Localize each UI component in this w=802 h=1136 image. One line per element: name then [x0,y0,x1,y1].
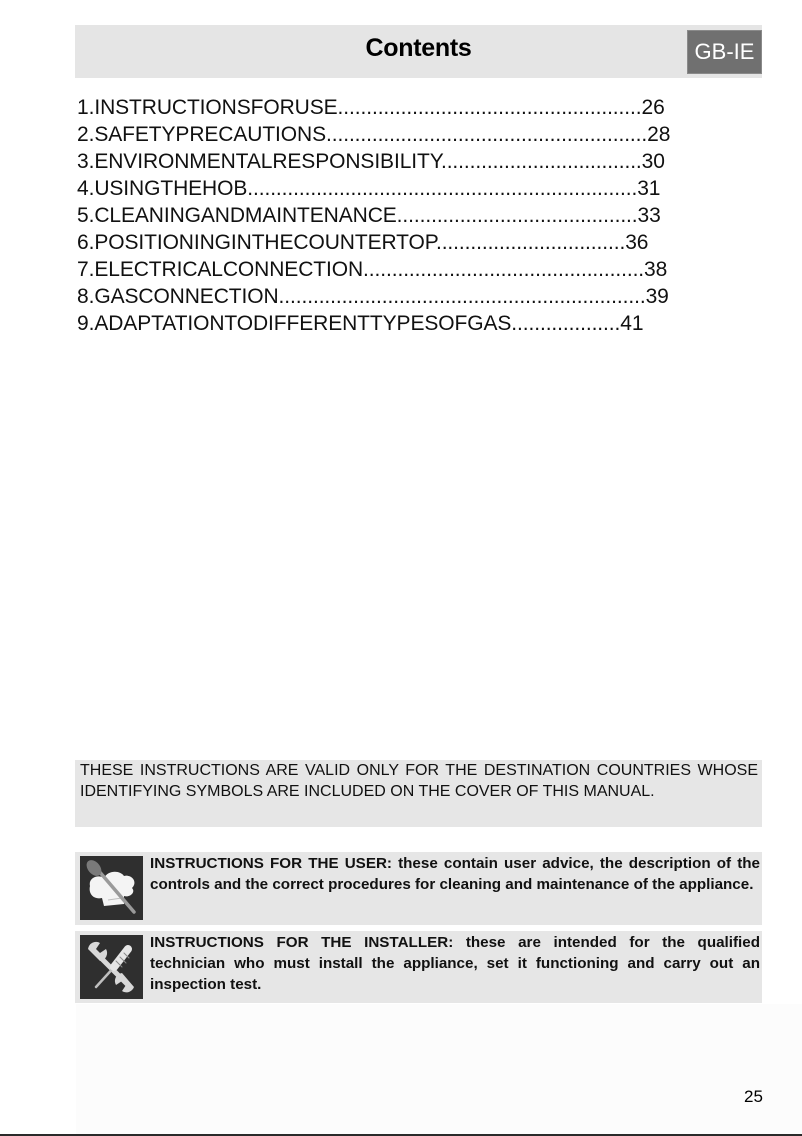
toc-leader: ................................... [440,150,642,173]
toc-title: ADAPTATIONTODIFFERENTTYPESOFGAS [94,312,512,335]
toc-leader: .................................................................... [247,177,638,200]
page-number: 25 [744,1087,763,1106]
toc-title: POSITIONINGINTHECOUNTERTOP [94,231,436,254]
toc-page: 30 [641,150,665,173]
table-of-contents [77,94,767,337]
language-badge: GB-IE [687,30,762,74]
toc-page: 36 [625,231,649,254]
wrench-screwdriver-icon [80,935,143,999]
toc-leader: ........................................................ [326,123,648,146]
toc-number: 9. [77,312,95,335]
toc-title: INSTRUCTIONSFORUSE [94,96,338,119]
notice-text: THESE INSTRUCTIONS ARE VALID ONLY FOR THE DESTINATION COUNTRIES WHOSE IDENTIFYING SYMBOLS ARE INCLUDED ON THE COVER OF THIS MANUAL. [80,762,758,800]
toc-item-instructions-for-use[interactable] [77,94,767,121]
toc-item-cleaning-and-maintenance[interactable] [77,202,767,229]
toc-number: 8. [77,285,95,308]
destination-countries-notice [75,760,762,827]
toc-number: 6. [77,231,95,254]
contents-header [75,25,762,78]
user-instructions-box [75,852,762,925]
toc-item-environmental-responsibility[interactable] [77,148,767,175]
toc-page: 26 [641,96,665,119]
toc-page: 33 [637,204,661,227]
page-title: Contents [365,34,472,62]
toc-title: ELECTRICALCONNECTION [94,258,364,281]
toc-page: 31 [637,177,661,200]
toc-page: 38 [644,258,668,281]
chef-hat-spoon-icon [80,856,143,920]
toc-leader: .......................................... [396,204,638,227]
toc-number: 1. [77,96,95,119]
toc-page: 28 [647,123,671,146]
toc-item-adaptation-to-different-gas[interactable] [77,310,767,337]
toc-title: CLEANINGANDMAINTENANCE [94,204,397,227]
toc-number: 7. [77,258,95,281]
page-background-panel [76,1004,802,1134]
toc-title: GASCONNECTION [94,285,279,308]
toc-item-gas-connection[interactable] [77,283,767,310]
installer-instructions-box [75,931,762,1003]
toc-title: ENVIRONMENTALRESPONSIBILITY [94,150,441,173]
toc-item-safety-precautions[interactable] [77,121,767,148]
toc-item-positioning-in-the-countertop[interactable] [77,229,767,256]
toc-item-electrical-connection[interactable] [77,256,767,283]
toc-page: 41 [620,312,644,335]
toc-number: 4. [77,177,95,200]
toc-page: 39 [645,285,669,308]
toc-leader: ..................................................... [337,96,642,119]
toc-title: USINGTHEHOB [94,177,248,200]
toc-number: 2. [77,123,95,146]
toc-leader: ................................................. [363,258,645,281]
toc-title: SAFETYPRECAUTIONS [94,123,326,146]
user-instructions-text: INSTRUCTIONS FOR THE USER: these contain user advice, the description of the controls and the correct procedures for cleaning and maintenance of the appliance. [150,855,760,893]
toc-leader: ................................................................ [278,285,646,308]
toc-leader: ................................. [435,231,626,254]
toc-leader: ................... [511,312,621,335]
toc-number: 5. [77,204,95,227]
toc-number: 3. [77,150,95,173]
toc-item-using-the-hob[interactable] [77,175,767,202]
installer-instructions-text: INSTRUCTIONS FOR THE INSTALLER: these are intended for the qualified technician who must install the appliance, set it functioning and carry out an inspection test. [150,934,760,993]
